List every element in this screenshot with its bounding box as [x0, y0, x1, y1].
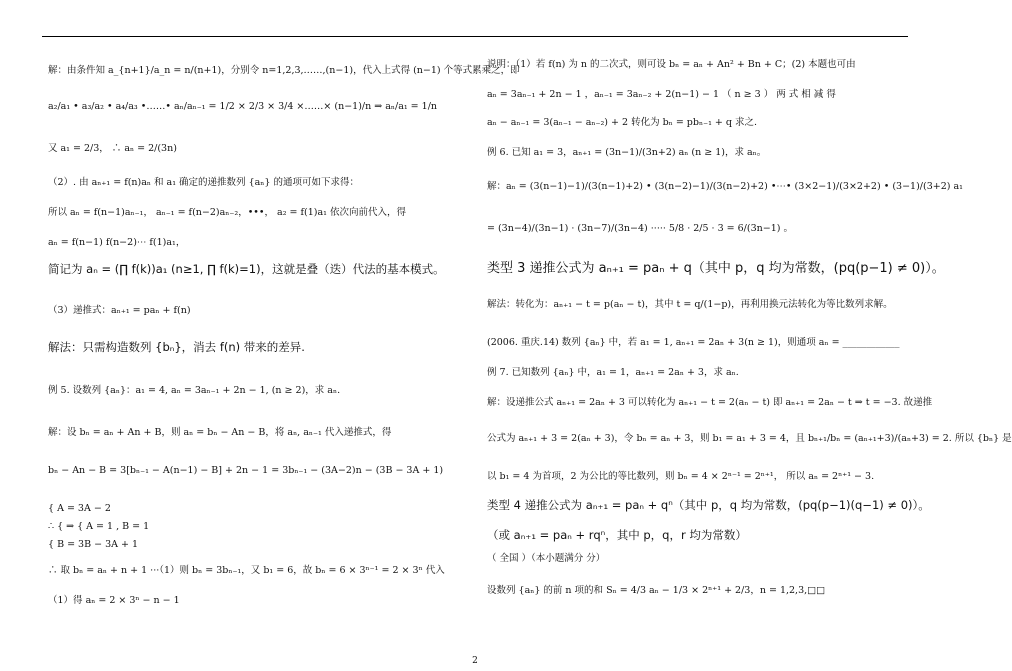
- text-line: 例 5. 设数列 {aₙ}：a₁ = 4, aₙ = 3aₙ₋₁ + 2n − 1, (n ≥ 2)，求 aₙ.: [48, 385, 341, 396]
- text-line: 解：设 bₙ = aₙ + An + B，则 aₙ = bₙ − An − B，将 aₙ, aₙ₋₁ 代入递推式，得: [48, 427, 392, 438]
- text-line: 所以 aₙ = f(n−1)aₙ₋₁， aₙ₋₁ = f(n−2)aₙ₋₂，•••， a₂ = f(1)a₁ 依次向前代入，得: [48, 207, 406, 218]
- text-line: aₙ = 3aₙ₋₁ + 2n − 1 ，aₙ₋₁ = 3aₙ₋₂ + 2(n−1) − 1 （ n ≥ 3 ） 两 式 相 减 得: [487, 89, 836, 100]
- text-line: 解法：转化为：aₙ₊₁ − t = p(aₙ − t)，其中 t = q/(1−p)，再利用换元法转化为等比数列求解。: [487, 299, 893, 310]
- text-line: (2006. 重庆.14) 数列 {aₙ} 中，若 a₁ = 1, aₙ₊₁ = 2aₙ + 3(n ≥ 1)，则通项 aₙ = ____________: [487, 337, 900, 348]
- text-line: （3）递推式：aₙ₊₁ = paₙ + f(n): [48, 305, 191, 316]
- text-line: bₙ − An − B = 3[bₙ₋₁ − A(n−1) − B] + 2n − 1 = 3bₙ₋₁ − (3A−2)n − (3B − 3A + 1): [48, 465, 444, 476]
- text-line: 解：设递推公式 aₙ₊₁ = 2aₙ + 3 可以转化为 aₙ₊₁ − t = 2(aₙ − t) 即 aₙ₊₁ = 2aₙ − t ⇒ t = −3. 故递推: [487, 397, 933, 408]
- text-line: 解法：只需构造数列 {bₙ}，消去 f(n) 带来的差异.: [48, 340, 305, 354]
- text-line: （1）得 aₙ = 2 × 3ⁿ − n − 1: [48, 595, 180, 606]
- text-line: 例 6. 已知 a₁ = 3，aₙ₊₁ = (3n−1)/(3n+2) aₙ (n ≥ 1)，求 aₙ。: [487, 147, 767, 158]
- text-line: 类型 3 递推公式为 aₙ₊₁ = paₙ + q（其中 p，q 均为常数，(pq(p−1) ≠ 0)）。: [487, 261, 945, 276]
- text-line: ∴ { ⇒ { A = 1 , B = 1: [48, 521, 150, 532]
- text-line: 解：由条件知 a_{n+1}/a_n = n/(n+1)，分别令 n=1,2,3,……,(n−1)，代入上式得 (n−1) 个等式累乘之，即: [48, 65, 520, 76]
- text-line: 例 7. 已知数列 {aₙ} 中，a₁ = 1，aₙ₊₁ = 2aₙ + 3，求 aₙ.: [487, 367, 739, 378]
- text-line: （2）. 由 aₙ₊₁ = f(n)aₙ 和 a₁ 确定的递推数列 {aₙ} 的通项可如下求得：: [48, 177, 359, 188]
- text-line: 说明：（1）若 f(n) 为 n 的二次式，则可设 bₙ = aₙ + An² + Bn + C；(2) 本题也可由: [487, 59, 856, 70]
- text-line: aₙ = f(n−1) f(n−2)⋯ f(1)a₁，: [48, 237, 186, 248]
- text-line: 又 a₁ = 2/3， ∴ aₙ = 2/(3n): [48, 143, 177, 154]
- text-line: ∴ 取 bₙ = aₙ + n + 1 ···（1）则 bₙ = 3bₙ₋₁，又 b₁ = 6，故 bₙ = 6 × 3ⁿ⁻¹ = 2 × 3ⁿ 代入: [48, 565, 445, 576]
- text-line: { A = 3A − 2: [48, 503, 111, 514]
- text-line: （ 全国 ）（本小题满分 分）: [487, 553, 606, 564]
- header-rule: [42, 36, 908, 37]
- text-line: { B = 3B − 3A + 1: [48, 539, 139, 550]
- text-line: 公式为 aₙ₊₁ + 3 = 2(aₙ + 3)，令 bₙ = aₙ + 3，则 b₁ = a₁ + 3 = 4，且 bₙ₊₁/bₙ = (aₙ₊₁+3)/(aₙ+3) = 2. 所以 {bₙ} 是: [487, 433, 1012, 444]
- text-line: aₙ − aₙ₋₁ = 3(aₙ₋₁ − aₙ₋₂) + 2 转化为 bₙ = pbₙ₋₁ + q 求之.: [487, 117, 758, 128]
- text-line: 解：aₙ = (3(n−1)−1)/(3(n−1)+2) • (3(n−2)−1)/(3(n−2)+2) •⋯• (3×2−1)/(3×2+2) • (3−1)/(3+2) a₁: [487, 181, 963, 192]
- text-line: 以 b₁ = 4 为首项，2 为公比的等比数列，则 bₙ = 4 × 2ⁿ⁻¹ = 2ⁿ⁺¹， 所以 aₙ = 2ⁿ⁺¹ − 3.: [487, 471, 875, 482]
- text-line: = (3n−4)/(3n−1) · (3n−7)/(3n−4) ····· 5/8 · 2/5 · 3 = 6/(3n−1) 。: [487, 223, 793, 234]
- text-line: （或 aₙ₊₁ = paₙ + rqⁿ，其中 p，q，r 均为常数）: [487, 528, 747, 542]
- text-line: 设数列 {aₙ} 的前 n 项的和 Sₙ = 4/3 aₙ − 1/3 × 2ⁿ⁺¹ + 2/3，n = 1,2,3,□□: [487, 585, 826, 596]
- text-line: a₂/a₁ • a₃/a₂ • a₄/a₃ •……• aₙ/aₙ₋₁ = 1/2 × 2/3 × 3/4 ×……× (n−1)/n ⇒ aₙ/a₁ = 1/n: [48, 101, 438, 112]
- text-line: 简记为 aₙ = (∏ f(k))a₁ (n≥1, ∏ f(k)=1)，这就是叠（迭）代法的基本模式。: [48, 262, 445, 276]
- page-number: 2: [472, 656, 478, 666]
- text-line: 类型 4 递推公式为 aₙ₊₁ = paₙ + qⁿ（其中 p，q 均为常数，(pq(p−1)(q−1) ≠ 0)）。: [487, 498, 930, 512]
